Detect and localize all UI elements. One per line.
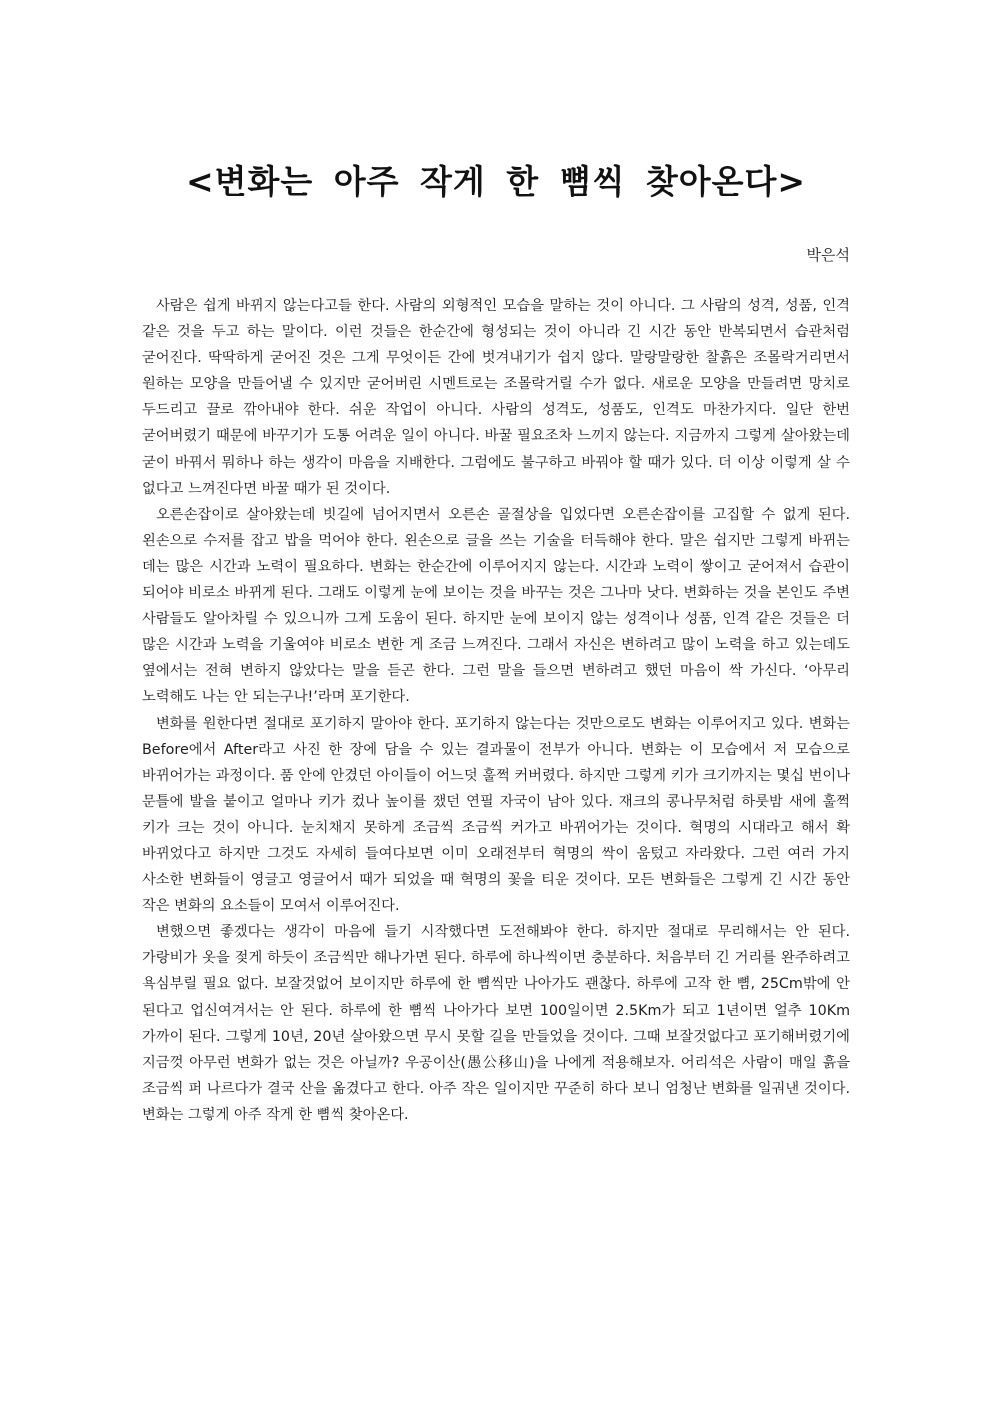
paragraph-3: 변화를 원한다면 절대로 포기하지 말아야 한다. 포기하지 않는다는 것만으로도 변화는 이루어지고 있다. 변화는 Before에서 After라고 사진 한 장에 담을 수 있는 결과물이 전부가 아니다. 변화는 이 모습에서 저 모습으로 바뀌어가는 과정이다. 품 안에 안겼던 아이들이 어느덧 훌쩍 커버렸다. 하지만 그렇게 키가 크기까지는 몇십 번이나 문틀에 발을 붙이고 얼마나 키가 컸나 높이를 쟀던 연필 자국이 남아 있다. 재크의 콩나무처럼 하룻밤 새에 훌쩍 키가 크는 것이 아니다. 눈치채지 못하게 조금씩 조금씩 커가고 바뀌어가는 것이다. 혁명의 시대라고 해서 확 바뀌었다고 하지만 그것도 자세히 들여다보면 이미 오래전부터 혁명의 싹이 움텄고 자라왔다. 그런 여러 가지 사소한 변화들이 영글고 영글어서 때가 되었을 때 혁명의 꽃을 티운 것이다. 모든 변화들은 그렇게 긴 시간 동안 작은 변화의 요소들이 모여서 이루어진다. (142, 715, 851, 915)
document-title: <변화는 아주 작게 한 뼘씩 찾아온다> (185, 162, 807, 201)
paragraph-2: 오른손잡이로 살아왔는데 빗길에 넘어지면서 오른손 골절상을 입었다면 오른손잡이를 고집할 수 없게 된다. 왼손으로 수저를 잡고 밥을 먹어야 한다. 왼손으로 글을 쓰는 기술을 터득해야 한다. 말은 쉽지만 그렇게 바뀌는 데는 많은 시간과 노력이 필요하다. 변화는 한순간에 이루어지지 않는다. 시간과 노력이 쌓이고 굳어져서 습관이 되어야 비로소 바뀌게 된다. 그래도 이렇게 눈에 보이는 것을 바꾸는 것은 그나마 낫다. 변화하는 것을 본인도 주변 사람들도 알아차릴 수 있으니까 그게 도움이 된다. 하지만 눈에 보이지 않는 성격이나 성품, 인격 같은 것들은 더 많은 시간과 노력을 기울여야 비로소 변한 게 조금 느껴진다. 그래서 자신은 변하려고 많이 노력을 하고 있는데도 옆에서는 전혀 변하지 않았다는 말을 듣곤 한다. 그런 말을 들으면 변하려고 했던 마음이 싹 가신다. ‘아무리 노력해도 나는 안 되는구나!’라며 포기한다. (142, 506, 850, 706)
document-body (142, 293, 850, 1128)
author-name: 박은석 (806, 246, 850, 264)
paragraph-1: 사람은 쉽게 바뀌지 않는다고들 한다. 사람의 외형적인 모습을 말하는 것이 아니다. 그 사람의 성격, 성품, 인격 같은 것을 두고 하는 말이다. 이런 것들은 한순간에 형성되는 것이 아니라 긴 시간 동안 반복되면서 습관처럼 굳어진다. 딱딱하게 굳어진 것은 그게 무엇이든 간에 벗겨내기가 쉽지 않다. 말랑말랑한 찰흙은 조몰락거리면서 원하는 모양을 만들어낼 수 있지만 굳어버린 시멘트로는 조몰락거릴 수가 없다. 새로운 모양을 만들려면 망치로 두드리고 끌로 깎아내야 한다. 쉬운 작업이 아니다. 사람의 성격도, 성품도, 인격도 마찬가지다. 일단 한번 굳어버렸기 때문에 바꾸기가 도통 어려운 일이 아니다. 바꿀 필요조차 느끼지 않는다. 지금까지 그렇게 살아왔는데 굳이 바꿔서 뭐하나 하는 생각이 마음을 지배한다. 그럼에도 불구하고 바꿔야 할 때가 있다. 더 이상 이렇게 살 수 없다고 느껴진다면 바꿀 때가 된 것이다. (142, 298, 850, 497)
paragraph-4: 변했으면 좋겠다는 생각이 마음에 들기 시작했다면 도전해봐야 한다. 하지만 절대로 무리해서는 안 된다. 가랑비가 옷을 젖게 하듯이 조금씩만 해나가면 된다. 하루에 하나씩이면 충분하다. 처음부터 긴 거리를 완주하려고 욕심부릴 필요 없다. 보잘것없어 보이지만 하루에 한 뼘씩만 나아가도 괜찮다. 하루에 고작 한 뼘, 25Cm밖에 안 된다고 업신여겨서는 안 된다. 하루에 한 뼘씩 나아가다 보면 100일이면 2.5Km가 되고 1년이면 얼추 10Km 가까이 된다. 그렇게 10년, 20년 살아왔으면 무시 못할 길을 만들었을 것이다. 그때 보잘것없다고 포기해버렸기에 지금껏 아무런 변화가 없는 것은 아닐까? 우공이산(愚公移山)을 나에게 적용해보자. 어리석은 사람이 매일 흙을 조금씩 퍼 나르다가 결국 산을 옮겼다고 한다. 아주 작은 일이지만 꾸준히 하다 보니 엄청난 변화를 일궈낸 것이다. 변화는 그렇게 아주 작게 한 뼘씩 찾아온다. (142, 924, 850, 1123)
